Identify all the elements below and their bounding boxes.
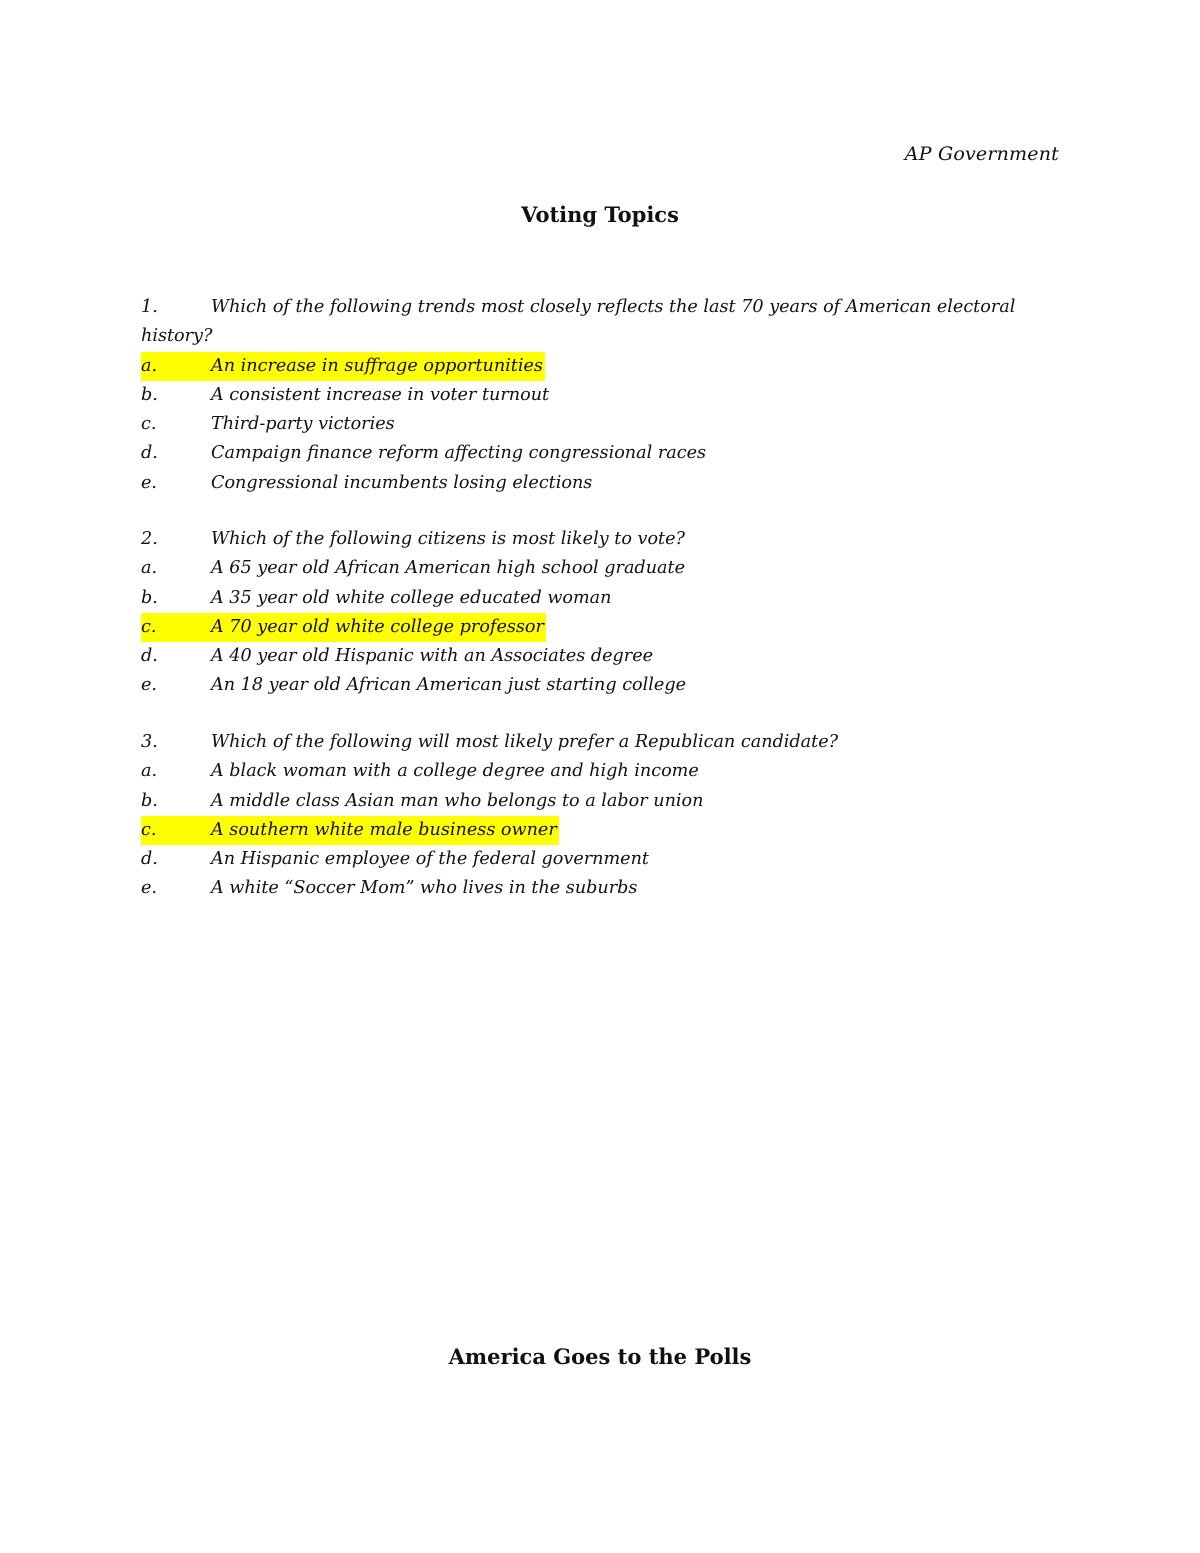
option-letter: c. [141,414,157,435]
course-name: AP Government [904,143,1059,165]
option-text: A southern white male business owner [211,819,557,840]
option-letter: b. [141,790,158,811]
option-text: A white “Soccer Mom” who lives in the suburbs [211,878,638,899]
option-text: A 70 year old white college professor [211,616,544,637]
option-letter: a. [141,558,158,579]
question-3 [141,728,1071,904]
option-letter: a. [141,355,158,376]
answer-option [141,642,1071,671]
answer-option [141,845,1071,874]
page-title: Voting Topics [521,202,679,227]
answer-option [141,352,1071,381]
option-letter: e. [141,878,158,899]
answer-option [141,671,1071,700]
option-letter: b. [141,587,158,608]
option-letter: d. [141,849,158,870]
answer-option [141,757,1071,786]
question-stem [141,525,1071,554]
option-text: Congressional incumbents losing elections [211,472,593,493]
option-text: A black woman with a college degree and high income [211,761,699,782]
answer-option [141,816,1071,845]
answer-option [141,584,1071,613]
option-letter: d. [141,646,158,667]
question-stem [141,293,1071,352]
question-1 [141,293,1071,498]
option-text: An Hispanic employee of the federal government [211,849,649,870]
question-text: Which of the following trends most closely reflects the last 70 years of American electoral history? [141,297,1016,347]
answer-option [141,613,1071,642]
option-text: Third-party victories [211,414,395,435]
question-text: Which of the following citizens is most likely to vote? [211,529,685,549]
question-2 [141,525,1071,701]
option-letter: c. [141,819,157,840]
option-letter: c. [141,616,157,637]
option-text: An increase in suffrage opportunities [211,355,543,376]
answer-option [141,469,1071,498]
answer-option [141,410,1071,439]
option-text: Campaign finance reform affecting congressional races [211,443,707,464]
highlighted-answer [141,816,559,845]
answer-option [141,381,1071,410]
question-number: 2. [141,529,158,549]
question-number: 3. [141,732,158,752]
question-number: 1. [141,297,158,317]
section-title: America Goes to the Polls [448,1344,752,1369]
question-text: Which of the following will most likely prefer a Republican candidate? [211,732,839,752]
option-letter: b. [141,384,158,405]
option-letter: a. [141,761,158,782]
option-text: A 35 year old white college educated woman [211,587,612,608]
option-letter: e. [141,675,158,696]
answer-option [141,439,1071,468]
option-letter: e. [141,472,158,493]
question-stem [141,728,1071,757]
answer-option [141,787,1071,816]
option-text: A consistent increase in voter turnout [211,384,550,405]
option-text: A 40 year old Hispanic with an Associates degree [211,646,654,667]
highlighted-answer [141,352,545,381]
highlighted-answer [141,613,546,642]
option-text: A 65 year old African American high school graduate [211,558,686,579]
option-text: A middle class Asian man who belongs to a labor union [211,790,704,811]
answer-option [141,554,1071,583]
option-text: An 18 year old African American just starting college [211,675,686,696]
answer-option [141,874,1071,903]
option-letter: d. [141,443,158,464]
